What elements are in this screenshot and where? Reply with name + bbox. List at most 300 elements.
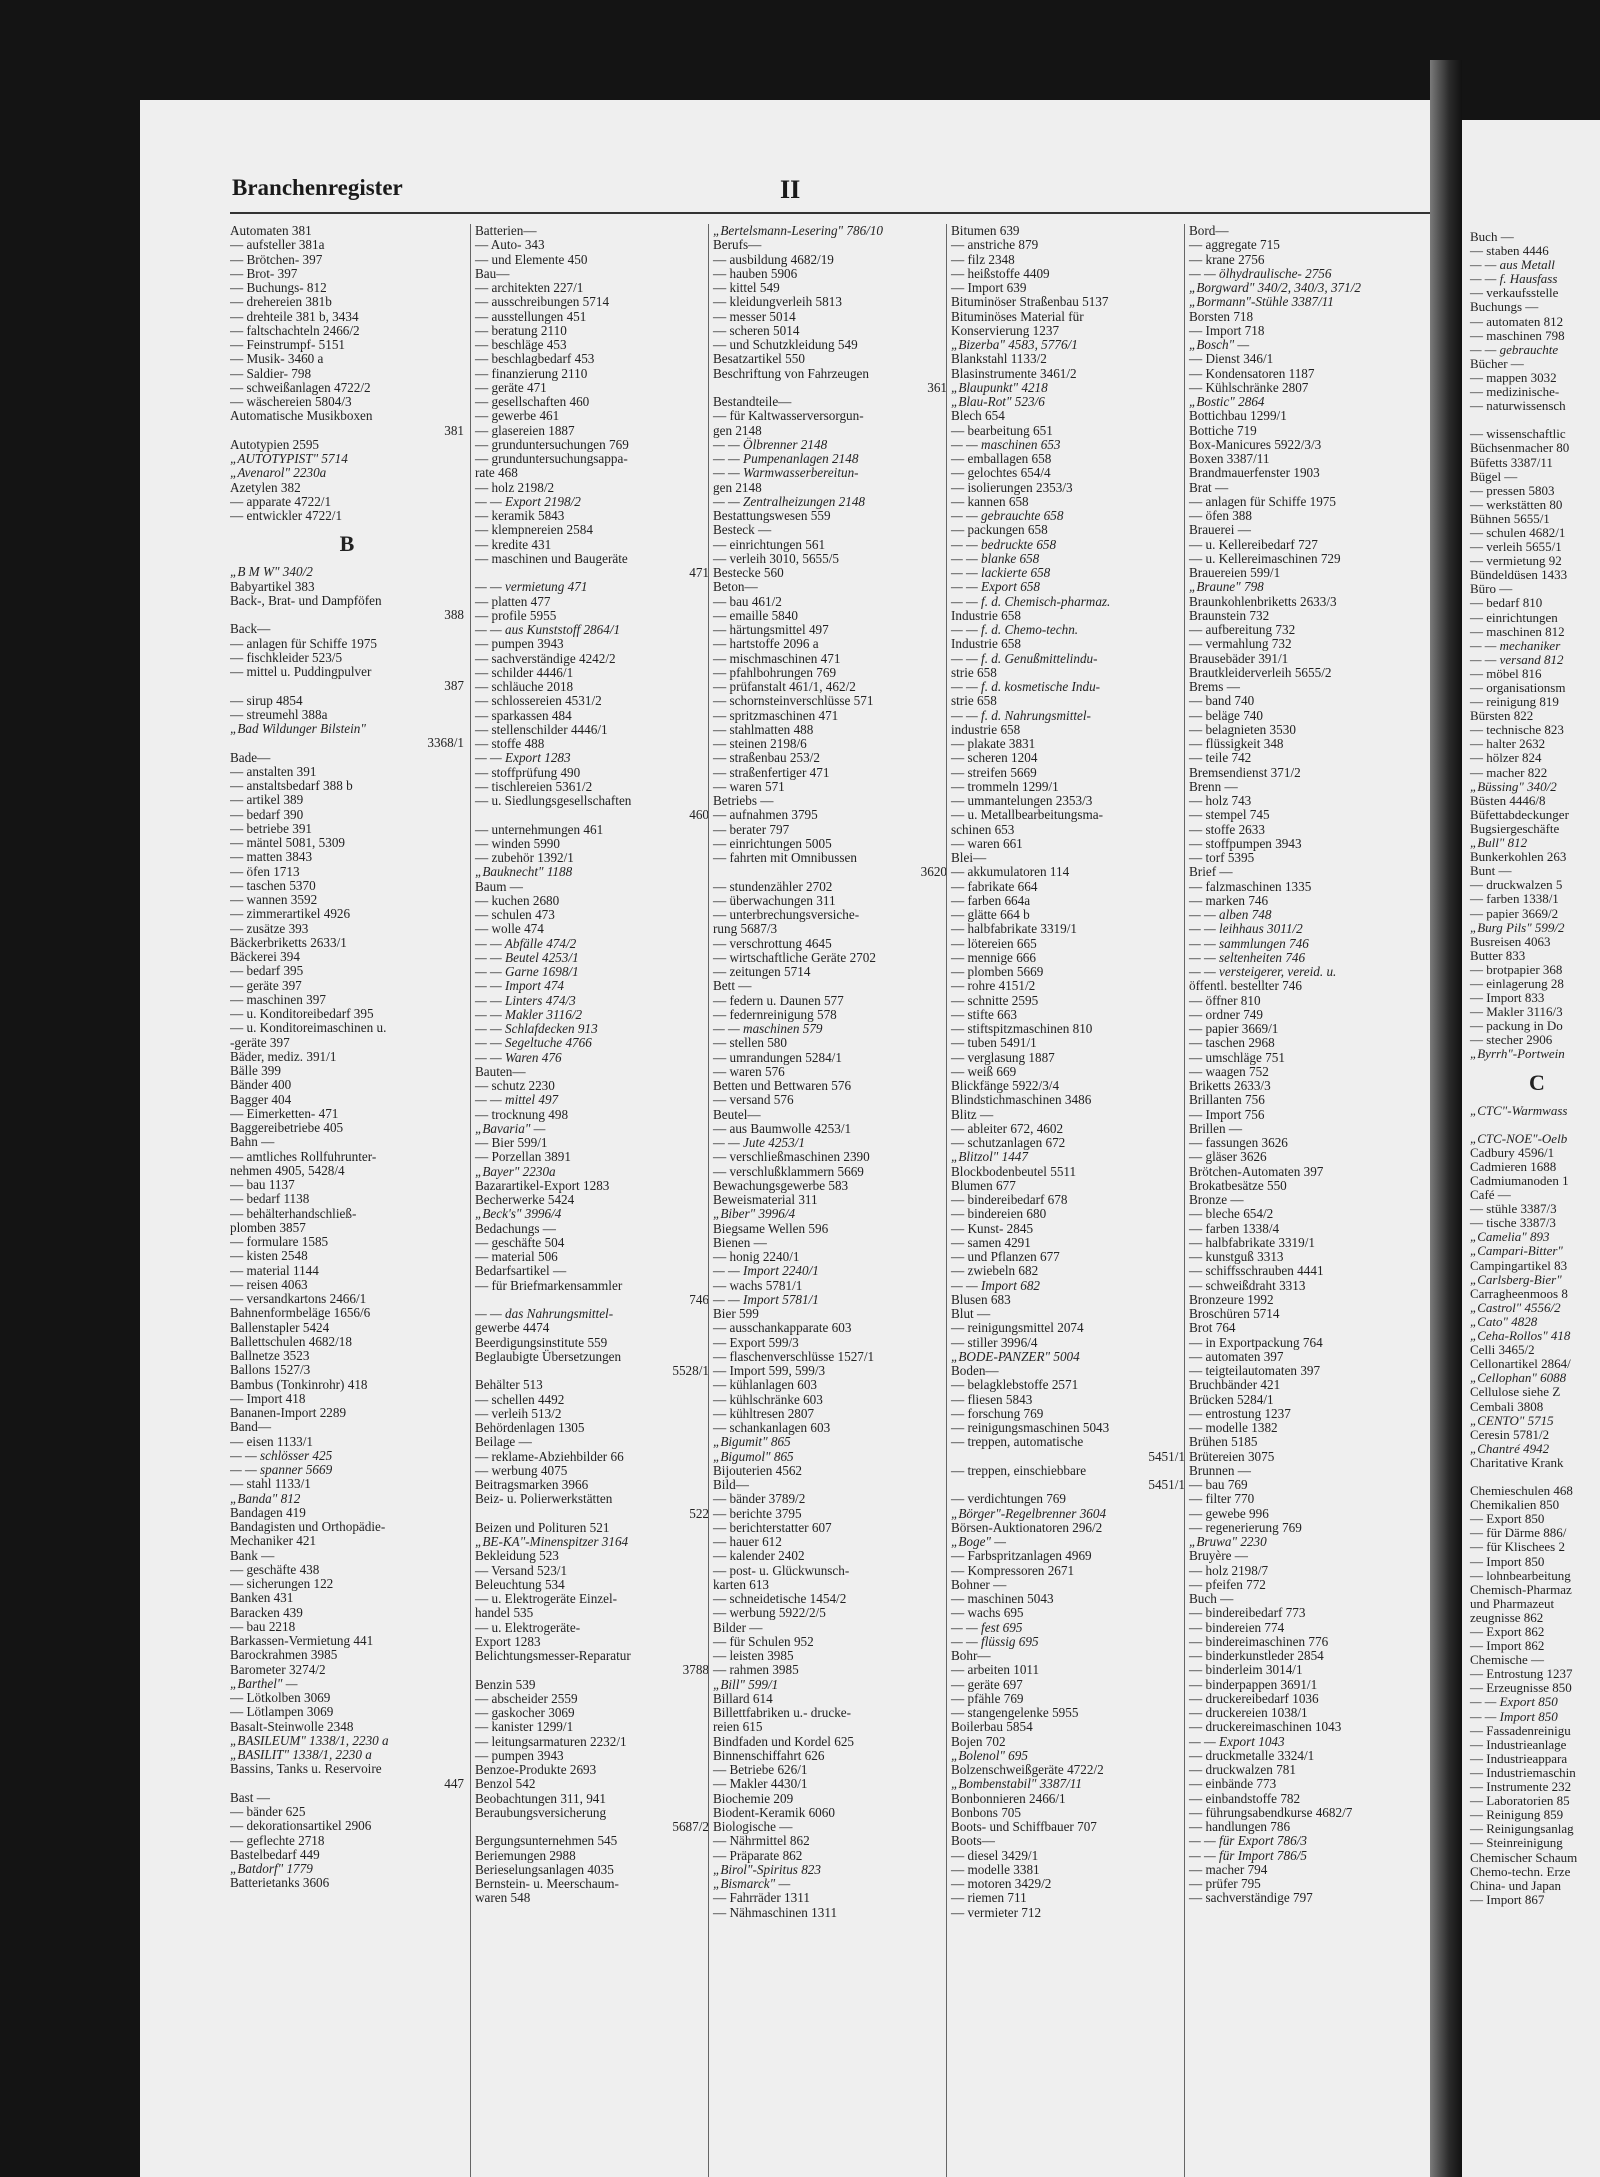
index-entry: — verschrottung 4645 [713,935,832,951]
index-entry: — pfeifen 772 [1189,1576,1266,1592]
index-entry: — u. Konditoreibedarf 395 [230,1006,374,1021]
index-entry: Back— [230,621,271,637]
index-entry: — druckwalzen 781 [1189,1762,1296,1777]
index-entry: — kanister 1299/1 [475,1719,574,1735]
index-entry: Beitragsmarken 3966 [475,1477,589,1492]
index-entry: Boilerbau 5854 [951,1719,1033,1735]
index-entry: Busreisen 4063 [1470,933,1551,949]
index-entry: 388 [444,607,464,622]
index-entry: Cadbury 4596/1 [1470,1144,1555,1160]
index-entry: Belichtungsmesser-Reparatur [475,1648,631,1663]
index-entry: — verleih 5655/1 [1470,539,1562,555]
index-entry: Blech 654 [951,408,1005,424]
index-entry: — belagnieten 3530 [1189,721,1296,737]
index-entry: Bronze — [1189,1192,1244,1207]
index-entry: — gewebe 996 [1189,1505,1269,1521]
index-entry: — dekorationsartikel 2906 [230,1818,372,1834]
document-page-right [1462,120,1600,2177]
index-entry: „Beck's" 3996/4 [475,1206,562,1222]
index-entry: — Fassadenreinigu [1470,1722,1571,1738]
index-entry: — streumehl 388a [230,706,328,722]
index-entry: Blickfänge 5922/3/4 [951,1078,1060,1093]
index-entry: — holz 2198/7 [1189,1562,1269,1578]
index-entry: „B M W" 340/2 [230,564,313,580]
index-entry: — sparkassen 484 [475,707,572,723]
index-entry: — entrostung 1237 [1189,1405,1291,1421]
index-entry: — grunduntersuchungsappa- [475,451,628,466]
index-entry: — stoffe 2633 [1189,821,1265,837]
index-entry: — — Warmwasserbereitun- [713,465,859,481]
index-entry: — finanzierung 2110 [475,365,588,381]
index-entry: strie 658 [951,664,997,680]
index-entry: — bau 769 [1189,1477,1248,1492]
index-entry: — pressen 5803 [1470,482,1555,498]
index-entry: reien 615 [713,1719,763,1735]
index-entry: — wäschereien 5804/3 [230,394,352,409]
index-entry: — Import 718 [1189,322,1265,338]
index-entry: — für Därme 886/ [1470,1525,1567,1541]
index-entry: — waren 576 [713,1063,785,1079]
index-entry: — Kompressoren 2671 [951,1562,1075,1578]
index-entry: — ausschreibungen 5714 [475,294,610,310]
index-entry: — grunduntersuchungen 769 [475,436,629,452]
index-entry: — mennige 666 [951,949,1036,965]
index-entry: — Import 862 [1470,1638,1545,1654]
index-entry: Blindstichmaschinen 3486 [951,1092,1092,1108]
index-entry: — einrichtungen 561 [713,536,826,552]
index-entry: — apparate 4722/1 [230,493,332,509]
index-entry: „Bostic" 2864 [1189,394,1265,409]
index-entry: „Burg Pils" 599/2 [1470,919,1565,935]
index-entry: „Bolenol" 695 [951,1747,1028,1763]
index-entry: — handlungen 786 [1189,1819,1291,1834]
index-entry: — farben 664a [951,892,1031,908]
index-entry: Brief — [1189,864,1233,880]
index-column-right-page [1470,230,1600,1907]
index-entry: — stundenzähler 2702 [713,878,833,894]
index-entry: — glasereien 1887 [475,422,575,438]
index-entry: Blusen 683 [951,1291,1011,1307]
index-entry: — flaschenverschlüsse 1527/1 [713,1348,875,1364]
index-entry: — ausstellungen 451 [475,308,587,324]
index-entry: Bündeldüsen 1433 [1470,567,1568,583]
index-entry: — beschläge 453 [475,337,567,352]
index-entry: — Export 862 [1470,1624,1545,1639]
index-entry: — bänder 625 [230,1804,306,1819]
index-entry: — — Schlafdecken 913 [475,1021,598,1036]
index-entry: — versand 576 [713,1092,794,1108]
index-entry: — stellenschilder 4446/1 [475,721,608,737]
index-entry: — werbung 4075 [475,1462,568,1478]
index-entry: — packungen 658 [951,522,1048,538]
index-entry: „Bad Wildunger Bilstein" [230,721,366,736]
index-entry: — Versand 523/1 [475,1562,568,1578]
index-entry: Bauten— [475,1063,526,1079]
index-entry: — bedarf 395 [230,963,304,979]
index-entry: — — maschinen 653 [951,436,1061,452]
index-entry: — stifte 663 [951,1006,1017,1022]
index-entry: — zusätze 393 [230,920,309,936]
index-entry: — — f. d. Genußmittelindu- [951,650,1098,666]
index-entry: Bandagen 419 [230,1504,306,1520]
index-entry: Brauerei — [1189,522,1251,538]
index-entry: Babyartikel 383 [230,578,315,594]
index-entry: — farben 1338/1 [1470,891,1559,907]
index-entry: — honig 2240/1 [713,1249,800,1264]
index-entry: — — Segeltuche 4766 [475,1035,592,1051]
index-entry: strie 658 [951,693,997,709]
index-entry: Brausebäder 391/1 [1189,650,1289,666]
index-entry: Bälle 399 [230,1063,281,1078]
index-entry: — Industrieappara [1470,1750,1568,1766]
index-entry: — zeitungen 5714 [713,964,811,979]
index-entry: Billettfabriken u.- drucke- [713,1705,852,1720]
index-entry: — behälterhandschließ- [230,1205,357,1221]
index-entry: Bestandteile— [713,394,792,409]
index-entry: — druckmetalle 3324/1 [1189,1747,1315,1763]
index-entry: — kannen 658 [951,493,1029,509]
index-entry: — — leihhaus 3011/2 [1189,921,1303,937]
index-entry: — straßenfertiger 471 [713,764,830,780]
index-entry: Bienen — [713,1234,767,1250]
index-entry: — — f. d. kosmetische Indu- [951,679,1101,694]
index-entry: — gewerbe 461 [475,408,560,424]
index-entry: — hartstoffe 2096 a [713,636,819,652]
index-entry: Biodent-Keramik 6060 [713,1804,835,1820]
index-entry: „Blau-Rot" 523/6 [951,394,1045,409]
index-entry: Bänder 400 [230,1077,292,1093]
index-entry: — macher 822 [1470,764,1548,780]
index-entry: — unternehmungen 461 [475,821,604,837]
index-entry: „Castrol" 4556/2 [1470,1299,1561,1315]
index-entry: Beleuchtung 534 [475,1576,565,1592]
index-entry: industrie 658 [951,721,1021,737]
index-entry: — band 740 [1189,693,1255,709]
index-entry: Broschüren 5714 [1189,1306,1280,1321]
index-entry: — werkstätten 80 [1470,496,1563,512]
index-entry: — federn u. Daunen 577 [713,992,844,1008]
index-entry: — kühlschränke 603 [713,1391,823,1407]
index-entry: Barockrahmen 3985 [230,1647,338,1663]
index-entry: — — das Nahrungsmittel- [475,1306,614,1321]
index-entry: — zubehör 1392/1 [475,850,574,865]
index-entry: — medizinische- [1470,384,1560,400]
index-entry: Bast — [230,1789,270,1805]
index-entry: — — Makler 3116/2 [475,1006,583,1022]
index-entry: — — versand 812 [1470,651,1564,667]
index-entry: Blasinstrumente 3461/2 [951,365,1077,381]
index-entry: — maschinen und Baugeräte [475,550,628,566]
index-entry: — hölzer 824 [1470,750,1542,766]
index-entry: waren 548 [475,1890,531,1906]
index-entry: — schutz 2230 [475,1078,555,1093]
index-entry: — stiller 3996/4 [951,1334,1038,1350]
index-entry: — — Export 658 [951,579,1041,595]
index-entry: — rohre 4151/2 [951,978,1036,994]
index-entry: — Import 850 [1470,1553,1545,1569]
index-entry: — rahmen 3985 [713,1662,799,1678]
index-entry: — — bedruckte 658 [951,536,1057,552]
index-entry: Bijouterien 4562 [713,1462,803,1478]
index-entry: — pfahlbohrungen 769 [713,664,837,680]
index-entry: Brems — [1189,679,1240,694]
index-entry: — berichterstatter 607 [713,1519,832,1535]
index-entry: 5451/1 [1148,1448,1185,1464]
index-entry: „Braune" 798 [1189,579,1264,595]
index-entry: „Biber" 3996/4 [713,1206,796,1222]
index-entry: — tuben 5491/1 [951,1035,1037,1051]
index-entry: — wolle 474 [475,921,544,937]
index-entry: — Brot- 397 [230,265,298,281]
index-entry: Brötchen-Automaten 397 [1189,1163,1324,1179]
index-entry: Café — [1470,1187,1511,1203]
index-entry: Bambus (Tonkinrohr) 418 [230,1376,368,1392]
index-entry: Ballnetze 3523 [230,1348,310,1363]
index-entry: — einbandstoffe 782 [1189,1790,1301,1806]
index-entry: Baracken 439 [230,1604,303,1620]
index-entry: 522 [689,1505,709,1521]
index-entry: — bedarf 390 [230,806,304,822]
index-entry: — trocknung 498 [475,1106,569,1122]
index-entry: Briketts 2633/3 [1189,1078,1271,1093]
index-entry: — leitungsarmaturen 2232/1 [475,1733,627,1749]
index-entry: — waagen 752 [1189,1063,1269,1079]
index-entry: — Nährmittel 862 [713,1833,810,1849]
index-entry: — Farbspritzanlagen 4969 [951,1548,1092,1564]
index-entry: und Pharmazeut [1470,1595,1555,1611]
index-entry: — weiß 669 [951,1063,1017,1079]
index-entry: Binnenschiffahrt 626 [713,1747,825,1763]
index-entry: — Makler 4430/1 [713,1776,808,1792]
index-entry: — kuchen 2680 [475,892,560,908]
index-entry: — sachverständige 4242/2 [475,650,616,666]
index-entry: — fassungen 3626 [1189,1135,1288,1150]
index-entry: — filter 770 [1189,1491,1255,1507]
book-spine-shadow [1430,60,1462,2177]
index-entry: Bett — [713,978,752,994]
index-entry: — — Export 2198/2 [475,493,581,509]
index-entry: — sirup 4854 [230,692,303,708]
index-entry: Bananen-Import 2289 [230,1405,347,1420]
index-entry: — Industrieanlage [1470,1736,1567,1752]
index-entry: Buch — [1470,229,1514,244]
index-entry: — Lötkolben 3069 [230,1690,331,1705]
index-entry: — — seltenheiten 746 [1189,949,1306,965]
index-entry: — architekten 227/1 [475,280,584,295]
index-entry: — entwickler 4722/1 [230,508,343,523]
index-entry: Bruchbänder 421 [1189,1377,1281,1393]
index-entry: „Bosch" — [1189,337,1250,352]
index-entry: Bade— [230,749,271,765]
index-entry: — halbfabrikate 3319/1 [951,921,1077,937]
index-entry: Automaten 381 [230,224,312,238]
index-entry: — Saldier- 798 [230,365,312,381]
index-entry: Cadmieren 1688 [1470,1158,1557,1174]
index-entry: — geschäfte 504 [475,1234,565,1250]
index-entry: Beweismaterial 311 [713,1192,818,1207]
index-entry: Bestattungswesen 559 [713,508,831,523]
index-entry: — sachverständige 797 [1189,1890,1313,1906]
index-entry: Bruyère — [1189,1548,1248,1564]
index-entry: „Barthel" — [230,1675,298,1691]
index-entry: Industrie 658 [951,636,1021,652]
index-entry [1470,1470,1600,1484]
index-entry: — geflechte 2718 [230,1832,325,1848]
index-entry: — — alben 748 [1189,907,1272,922]
index-entry: — — f. d. Nahrungsmittel- [951,707,1091,723]
index-entry: Büsten 4446/8 [1470,792,1546,808]
index-entry: Büfetts 3387/11 [1470,454,1553,470]
index-entry: — Feinstrumpf- 5151 [230,337,346,352]
index-entry: — reinigungsmittel 2074 [951,1320,1084,1336]
index-entry: — in Exportpackung 764 [1189,1334,1323,1350]
index-entry: — waren 661 [951,835,1023,851]
index-entry: zeugnisse 862 [1470,1609,1544,1625]
index-entry: Bäckerbriketts 2633/1 [230,934,347,950]
index-entry: Industrie 658 [951,607,1021,623]
index-entry: „Bombenstabil" 3387/11 [951,1776,1082,1792]
index-entry: „BASILEUM" 1338/1, 2230 a [230,1732,389,1748]
index-entry: — drehteile 381 b, 3434 [230,308,359,324]
index-entry: — profile 5955 [475,607,557,623]
index-entry: 3788 [682,1662,709,1678]
index-entry: — Kühlschränke 2807 [1189,379,1309,395]
index-entry: — — Garne 1698/1 [475,964,579,979]
index-entry: — gläser 3626 [1189,1149,1267,1165]
index-entry: — unterbrechungsversiche- [713,907,860,922]
index-entry: Bituminöser Straßenbau 5137 [951,294,1109,310]
index-entry: — prüfanstalt 461/1, 462/2 [713,679,856,694]
index-entry: „Bigumit" 865 [713,1434,791,1450]
index-entry: — Kunst- 2845 [951,1220,1034,1236]
index-entry: — reisen 4063 [230,1276,308,1292]
index-entry: Besteck — [713,522,772,538]
index-entry: — — Import 2240/1 [713,1263,819,1279]
index-entry: — Export 850 [1470,1511,1545,1527]
index-entry: Brat — [1189,479,1229,495]
index-entry: — bau 461/2 [713,593,782,609]
index-entry: Brütereien 3075 [1189,1448,1275,1464]
index-entry: — — Pumpenanlagen 2148 [713,451,859,466]
index-entry: — gaskocher 3069 [475,1705,575,1720]
index-entry: „Byrrh"-Portwein [1470,1046,1565,1062]
index-entry: — eisen 1133/1 [230,1433,314,1449]
index-entry: — Steinreinigung [1470,1835,1563,1851]
index-entry: „BE-KA"-Minenspitzer 3164 [475,1534,629,1549]
index-entry: — reinigung 819 [1470,694,1559,710]
index-entry: Chemieschulen 468 [1470,1483,1573,1499]
index-entry: Ballettschulen 4682/18 [230,1333,352,1349]
index-entry: „Bormann"-Stühle 3387/11 [1189,294,1334,310]
index-entry: — automaten 812 [1470,313,1564,329]
index-entry: — schankanlagen 603 [713,1420,831,1435]
index-entry: — falzmaschinen 1335 [1189,878,1312,894]
index-entry: — ordner 749 [1189,1006,1263,1022]
index-entry: — ableiter 672, 4602 [951,1120,1064,1136]
index-entry: Back-, Brat- und Dampföfen [230,592,382,608]
index-entry: — krane 2756 [1189,251,1265,267]
index-entry: — bänder 3789/2 [713,1491,806,1507]
index-entry: — schornsteinverschlüsse 571 [713,693,874,709]
index-entry: — material 506 [475,1249,558,1264]
index-entry: — und Schutzkleidung 549 [713,337,858,352]
index-entry: — stangengelenke 5955 [951,1705,1079,1720]
index-entry: — stahl 1133/1 [230,1476,311,1492]
index-entry: rate 468 [475,465,518,481]
index-entry: — maschinen 798 [1470,327,1565,343]
index-entry: — treppen, automatische [951,1434,1084,1450]
index-entry: Export 1283 [475,1633,541,1649]
index-entry: — ummantelungen 2353/3 [951,793,1093,808]
index-entry: Brücken 5284/1 [1189,1391,1274,1407]
index-entry: — isolierungen 2353/3 [951,479,1073,495]
index-entry: Blitz — [951,1106,994,1122]
index-entry: Konservierung 1237 [951,322,1060,338]
index-entry: 471 [689,565,709,580]
index-entry: — vermahlung 732 [1189,636,1292,652]
index-entry: — Import 599, 599/3 [713,1363,826,1378]
index-entry: — belagklebstoffe 2571 [951,1377,1079,1393]
index-entry: — versandkartons 2466/1 [230,1291,367,1306]
index-entry: Cadmiumanoden 1 [1470,1173,1569,1188]
index-entry: — verschlußklammern 5669 [713,1163,864,1179]
index-entry: — möbel 816 [1470,665,1542,681]
index-entry: — einrichtungen 5005 [713,835,832,851]
index-entry: Bank — [230,1547,275,1563]
index-entry: Batterien— [475,224,537,238]
index-column-1 [230,224,464,2177]
index-entry: Bahnenformbeläge 1656/6 [230,1305,371,1321]
index-entry: Basalt-Steinwolle 2348 [230,1718,354,1734]
index-entry: schinen 653 [951,821,1015,837]
index-entry: „CTC-NOE"-Oelb [1470,1130,1568,1146]
index-entry: — binderleim 3014/1 [1189,1662,1303,1678]
index-entry: — Import 833 [1470,990,1545,1006]
index-entry: — tischlereien 5361/2 [475,778,593,794]
index-entry: — Import 867 [1470,1891,1545,1907]
index-entry: — spritzmaschinen 471 [713,707,839,723]
index-entry: — beläge 740 [1189,707,1263,723]
index-entry: Bäder, mediz. 391/1 [230,1048,337,1064]
index-entry: — — lackierte 658 [951,565,1051,580]
index-entry: — steinen 2198/6 [713,736,807,751]
index-entry: — reinigungsmaschinen 5043 [951,1420,1110,1435]
index-entry: — schellen 4492 [475,1391,565,1407]
index-entry: „Camelia" 893 [1470,1229,1550,1245]
index-entry: — lötereien 665 [951,935,1037,951]
index-entry: — platten 477 [475,593,551,609]
index-entry: — Fahrräder 1311 [713,1890,810,1906]
index-entry: — riemen 711 [951,1890,1027,1906]
index-entry: — einbände 773 [1189,1776,1277,1792]
index-entry: — wannen 3592 [230,892,318,907]
index-entry: öffentl. bestellter 746 [1189,978,1302,994]
index-entry: Bandagisten und Orthopädie- [230,1519,386,1534]
index-entry: — — gebrauchte 658 [951,508,1064,523]
index-entry: — öfen 1713 [230,863,300,879]
index-entry: Bekleidung 523 [475,1548,559,1564]
index-entry: — geräte 397 [230,977,302,993]
index-entry: Blut — [951,1306,991,1321]
index-entry: Beschriftung von Fahrzeugen [713,365,870,381]
index-entry: — schilder 4446/1 [475,664,574,680]
index-entry: — Makler 3116/3 [1470,1004,1563,1020]
index-entry: — umrandungen 5284/1 [713,1049,842,1065]
index-entry: Carragheenmoos 8 [1470,1285,1568,1301]
index-entry: Bord— [1189,224,1229,238]
index-entry: Automatische Musikboxen [230,408,373,424]
index-entry: — samen 4291 [951,1234,1031,1250]
